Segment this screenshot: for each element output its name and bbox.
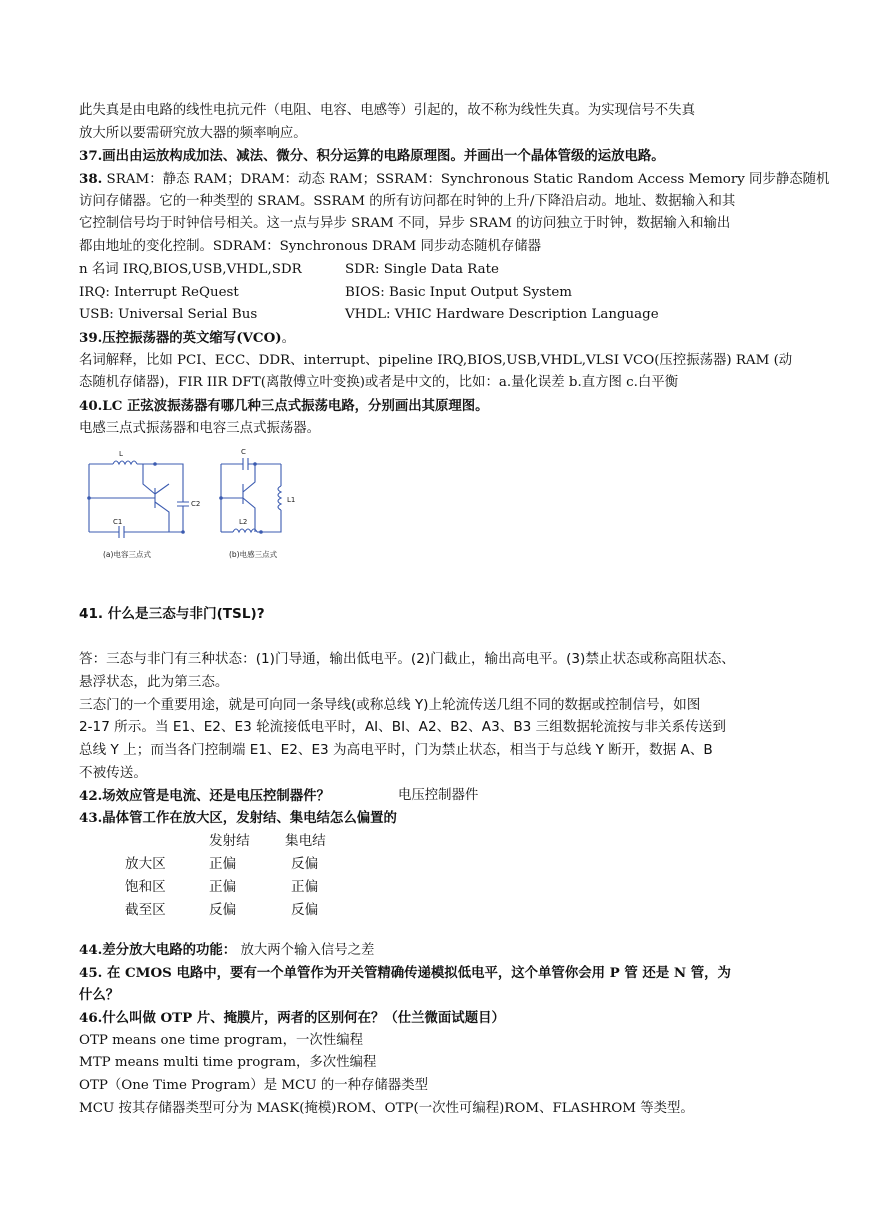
question-45-line: 45. 在 CMOS 电路中，要有一个单管作为开关管精确传递模拟低电平，这个单管你会用 P 管 还是 N 管，为 xyxy=(79,964,731,981)
oscillator-circuits-svg xyxy=(83,444,333,568)
collector-cell: 反偏 xyxy=(291,855,319,872)
caption-b: (b)电感三点式 xyxy=(229,550,278,560)
header-collector: 集电结 xyxy=(285,832,326,849)
emitter-cell: 正偏 xyxy=(209,855,237,872)
label-C2: C2 xyxy=(191,500,201,509)
term-cell: USB: Universal Serial Bus xyxy=(79,307,258,323)
region-cell: 截至区 xyxy=(125,901,166,918)
question-45-line: 什么？ xyxy=(79,987,120,1004)
q38-text: SRAM：静态 RAM；DRAM：动态 RAM；SSRAM：Synchronous Static Random Access Memory 同步静态随机 xyxy=(102,172,830,188)
emitter-cell: 正偏 xyxy=(209,878,237,895)
q39-tail: 。 xyxy=(281,330,295,346)
answer-38-line xyxy=(79,168,830,191)
question-41: 41. 什么是三态与非门(TSL)? xyxy=(79,606,265,622)
question-40: 40.LC 正弦波振荡器有哪几种三点式振荡电路，分别画出其原理图。 xyxy=(79,397,489,414)
answer-38-line: 都由地址的变化控制。SDRAM：Synchronous DRAM 同步动态随机存储器 xyxy=(79,239,542,255)
term-row xyxy=(79,282,791,305)
region-cell: 饱和区 xyxy=(125,878,166,895)
paragraph-line: 放大所以要需研究放大器的频率响应。 xyxy=(79,125,307,141)
q42-answer: 电压控制器件 xyxy=(398,787,479,803)
header-emitter: 发射结 xyxy=(209,832,250,849)
answer-46-line: MCU 按其存储器类型可分为 MASK(掩模)ROM、OTP(一次性可编程)ROM、FLASHROM 等类型。 xyxy=(79,1100,694,1116)
collector-cell: 反偏 xyxy=(291,901,319,918)
question-42 xyxy=(79,785,791,808)
term-cell: n 名词 IRQ,BIOS,USB,VHDL,SDR xyxy=(79,261,302,277)
bias-table-row xyxy=(79,876,791,899)
label-L2: L2 xyxy=(239,518,248,527)
term-row xyxy=(79,259,791,282)
answer-46-line: OTP means one time program，一次性编程 xyxy=(79,1032,363,1048)
label-L: L xyxy=(119,450,123,459)
region-cell: 放大区 xyxy=(125,855,166,872)
q42-text: 42.场效应管是电流、还是电压控制器件？ xyxy=(79,787,330,804)
q38-number: 38. xyxy=(79,171,103,188)
answer-41-line: 2-17 所示。当 E1、E2、E3 轮流接低电平时，AI、BI、A2、B2、A3、B3 三组数据轮流按与非关系传送到 xyxy=(79,719,726,736)
answer-46-line: OTP（One Time Program）是 MCU 的一种存储器类型 xyxy=(79,1078,428,1093)
oscillator-figure xyxy=(79,444,791,570)
document-page xyxy=(79,100,830,1120)
q39-bold: 39.压控振荡器的英文缩写(VCO) xyxy=(79,329,282,346)
answer-41-line: 答：三态与非门有三种状态：(1)门导通，输出低电平。(2)门截止，输出高电平。(3)禁止状态或称高阻状态、 xyxy=(79,651,735,668)
answer-40: 电感三点式振荡器和电容三点式振荡器。 xyxy=(79,420,321,436)
bias-table-header xyxy=(79,830,791,853)
q44-answer: 放大两个输入信号之差 xyxy=(240,942,375,958)
answer-39-line: 态随机存储器)，FIR IIR DFT(离散傅立叶变换)或者是中文的，比如：a.量化误差 b.直方图 c.白平衡 xyxy=(79,375,679,391)
answer-41-line: 总线 Y 上；而当各门控制端 E1、E2、E3 为高电平时，门为禁止状态，相当于与总线 Y 断开，数据 A、B xyxy=(79,742,713,759)
question-44 xyxy=(79,939,791,962)
answer-41-line: 悬浮状态，此为第三态。 xyxy=(79,674,229,691)
caption-a: (a)电容三点式 xyxy=(103,550,151,560)
term-cell: VHDL: VHIC Hardware Description Language xyxy=(345,307,659,323)
question-43: 43.晶体管工作在放大区，发射结、集电结怎么偏置的 xyxy=(79,810,397,827)
answer-39-line: 名词解释，比如 PCI、ECC、DDR、interrupt、pipeline IRQ,BIOS,USB,VHDL,VLSI VCO(压控振荡器) RAM (动 xyxy=(79,352,793,368)
question-39 xyxy=(79,327,791,350)
emitter-cell: 反偏 xyxy=(209,901,237,918)
term-cell: SDR: Single Data Rate xyxy=(345,261,499,277)
q44-text: 44.差分放大电路的功能： xyxy=(79,941,237,958)
label-C1: C1 xyxy=(113,518,123,527)
question-46: 46.什么叫做 OTP 片、掩膜片，两者的区别何在？（仕兰微面试题目） xyxy=(79,1009,505,1026)
answer-41-line: 三态门的一个重要用途，就是可向同一条导线(或称总线 Y)上轮流传送几组不同的数据或控制信号，如图 xyxy=(79,696,701,713)
answer-38-line: 它控制信号均于时钟信号相关。这一点与异步 SRAM 不同，异步 SRAM 的访问独立于时钟，数据输入和输出 xyxy=(79,216,731,232)
term-row xyxy=(79,304,791,327)
bias-table-row xyxy=(79,899,791,922)
question-37: 37.画出由运放构成加法、减法、微分、积分运算的电路原理图。并画出一个晶体管级的运放电路。 xyxy=(79,148,665,165)
term-cell: BIOS: Basic Input Output System xyxy=(345,284,572,300)
answer-46-line: MTP means multi time program，多次性编程 xyxy=(79,1055,377,1071)
label-C: C xyxy=(241,448,246,457)
bias-table-row xyxy=(79,853,791,876)
term-cell: IRQ: Interrupt ReQuest xyxy=(79,284,239,300)
collector-cell: 正偏 xyxy=(291,878,319,895)
label-L1: L1 xyxy=(287,496,296,505)
paragraph-line: 此失真是由电路的线性电抗元件（电阻、电容、电感等）引起的，故不称为线性失真。为实现信号不失真 xyxy=(79,103,695,118)
answer-38-line: 访问存储器。它的一种类型的 SRAM。SSRAM 的所有访问都在时钟的上升/下降沿启动。地址、数据输入和其 xyxy=(79,193,736,209)
answer-41-line: 不被传送。 xyxy=(79,764,147,781)
